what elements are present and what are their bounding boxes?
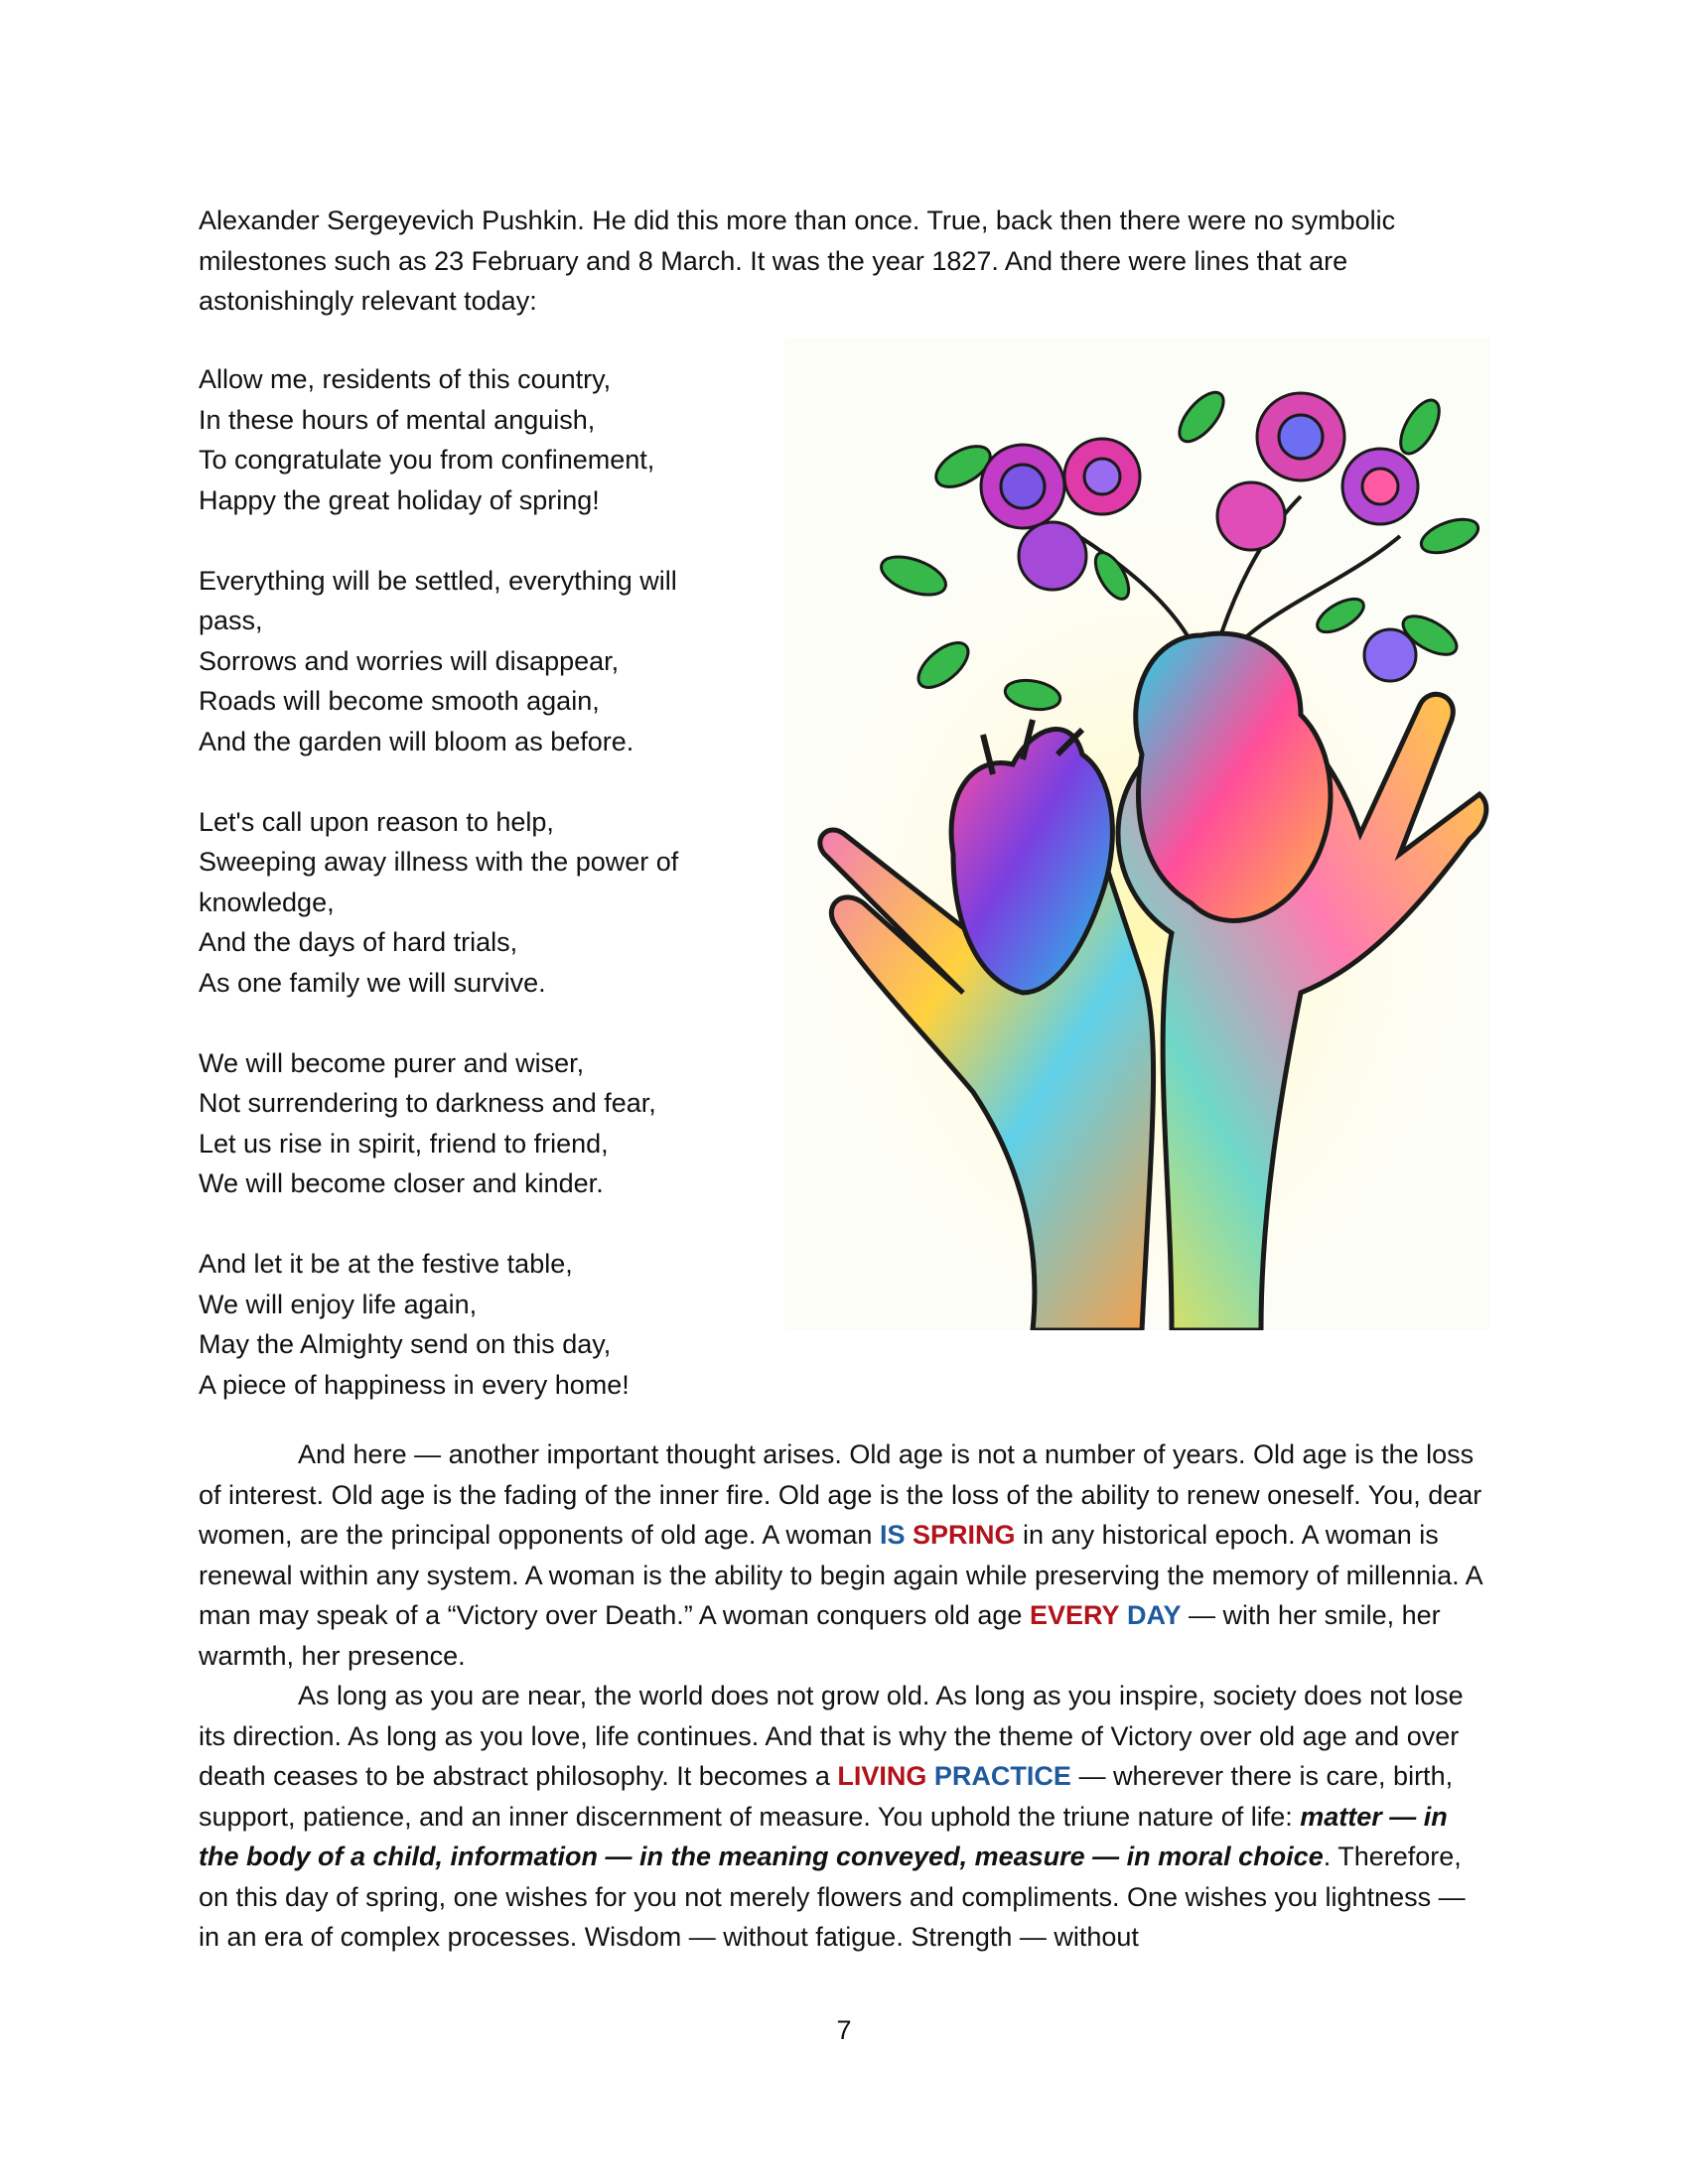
poem-line: To congratulate you from confinement, — [199, 445, 655, 475]
emphasis-triune: matter — in the body of a child, information — in the meaning conveyed, measure — in moral choice — [199, 1801, 1448, 1871]
page-number: 7 — [836, 2015, 852, 2045]
poem-line: We will become purer and wiser, — [199, 1047, 585, 1078]
poem-stanza — [199, 1043, 715, 1204]
body-text — [199, 1434, 1489, 1958]
poem-line: We will become closer and kinder. — [199, 1168, 604, 1198]
poem-line: As one family we will survive. — [199, 967, 546, 998]
highlight-is: IS — [879, 1520, 906, 1550]
poem-line: Roads will become smooth again, — [199, 686, 600, 716]
poem-stanza — [199, 802, 715, 1004]
poem — [199, 359, 715, 1445]
highlight-spring: SPRING — [912, 1520, 1016, 1550]
poem-line: Not surrendering to darkness and fear, — [199, 1088, 656, 1118]
text-run: And here — another important thought arises. Old age is not a number of years. Old age is the loss of interest. Old age is the fading of the inner fire. Old age is the loss of the ability to renew oneself. You, dear women, are the principal opponents of old age. A woman — [199, 1439, 1482, 1550]
body-paragraph-1 — [199, 1434, 1489, 1676]
poem-line: Happy the great holiday of spring! — [199, 484, 600, 515]
highlight-living: LIVING — [837, 1761, 927, 1791]
text-run: . Therefore, on this day of spring, one wishes for you not merely flowers and compliments. One wishes you lightness — in an era of complex processes. Wisdom — without fatigue. Strength — without — [199, 1842, 1466, 1952]
poem-line: We will enjoy life again, — [199, 1289, 478, 1319]
poem-line: And let it be at the festive table, — [199, 1249, 573, 1279]
text-run: — wherever there is care, birth, support, patience, and an inner discernment of measure. You uphold the triune nature of life: — [199, 1761, 1454, 1832]
intro-paragraph: Alexander Sergeyevich Pushkin. He did this more than once. True, back then there were no symbolic milestones such as 23 February and 8 March. It was the year 1827. And there were lines that are astonishingly relevant today: — [199, 205, 1396, 316]
poem-stanza — [199, 1244, 715, 1405]
poem-line: Everything will be settled, everything will pass, — [199, 565, 677, 635]
poem-stanza — [199, 561, 715, 762]
poem-line: Let us rise in spirit, friend to friend, — [199, 1128, 609, 1159]
poem-line: Allow me, residents of this country, — [199, 364, 612, 394]
poem-line: Sorrows and worries will disappear, — [199, 645, 620, 676]
text-run: As long as you are near, the world does not grow old. As long as you inspire, society does not lose its direction. As long as you love, life continues. And that is why the theme of Victory over old age and over death ceases to be abstract philosophy. It becomes a — [199, 1681, 1464, 1791]
highlight-practice: PRACTICE — [933, 1761, 1071, 1791]
highlight-every: EVERY — [1029, 1600, 1120, 1630]
poem-line: May the Almighty send on this day, — [199, 1329, 612, 1359]
hands-hearts-flowers-illustration — [784, 338, 1489, 1330]
poem-line: Let's call upon reason to help, — [199, 806, 554, 837]
text-run: — with her smile, her warmth, her presence. — [199, 1600, 1441, 1671]
poem-line: In these hours of mental anguish, — [199, 404, 596, 435]
highlight-day: DAY — [1127, 1600, 1182, 1630]
poem-line: And the days of hard trials, — [199, 927, 518, 957]
text-run: in any historical epoch. A woman is renewal within any system. A woman is the ability to begin again while preserving the memory of millennia. A man may speak of a “Victory over Death.” A woman conquers old age — [199, 1520, 1482, 1630]
poem-line: And the garden will bloom as before. — [199, 726, 634, 756]
poem-line: A piece of happiness in every home! — [199, 1369, 630, 1400]
body-paragraph-2 — [199, 1676, 1489, 1958]
poem-line: Sweeping away illness with the power of knowledge, — [199, 847, 679, 917]
poem-stanza — [199, 359, 715, 520]
